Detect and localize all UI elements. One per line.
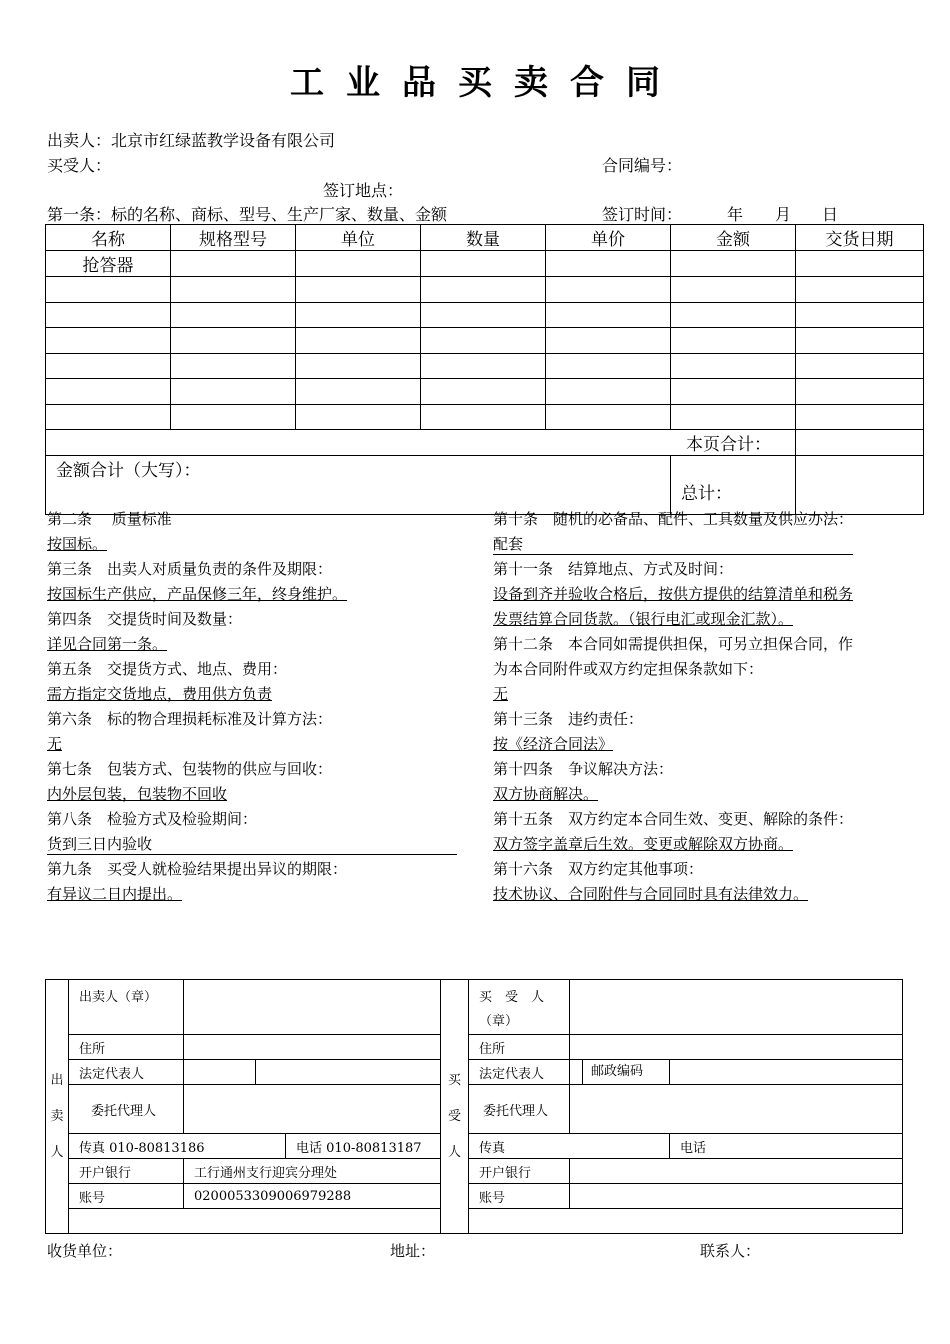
clause-6-label: 第六条 标的物合理损耗标准及计算方法：: [47, 710, 333, 728]
buyer-bank-label: 开户银行: [469, 1159, 570, 1184]
clause-5-label: 第五条 交提货方式、地点、费用：: [47, 660, 288, 678]
clause-12-label-cont: 为本合同附件或双方约定担保条款如下：: [493, 660, 764, 678]
buyer-legal-rep-label: 法定代表人: [469, 1060, 570, 1085]
items-header-row: [46, 225, 924, 251]
seller-legal-rep-label: 法定代表人: [69, 1060, 184, 1085]
seller-address-label: 住所: [69, 1035, 184, 1060]
table-row: [46, 328, 924, 354]
item-cell[interactable]: [46, 328, 171, 354]
clause-12-label: 第十二条 本合同如需提供担保，可另立担保合同，作: [493, 635, 854, 653]
page-title: 工业品买卖合同: [290, 63, 682, 103]
clause-9-value: 有异议二日内提出。: [47, 885, 183, 903]
col-header: 数量: [421, 225, 546, 251]
item-cell[interactable]: [171, 328, 296, 354]
item-cell[interactable]: [171, 302, 296, 328]
buyer-side-char: 人: [448, 1144, 462, 1160]
buyer-account-field[interactable]: [570, 1184, 903, 1209]
col-header: 金额: [671, 225, 796, 251]
amount-in-words-label: 金额合计（大写）：: [46, 456, 671, 515]
item-cell[interactable]: [296, 404, 421, 430]
item-cell[interactable]: [421, 353, 546, 379]
buyer-postal-code-label: [570, 1060, 670, 1085]
page-total-row: [46, 430, 924, 456]
item-cell[interactable]: 抢答器: [46, 251, 171, 277]
clauses-right: [493, 507, 853, 907]
clause-3-label: 第三条 出卖人对质量负责的条件及期限：: [47, 560, 333, 578]
buyer-seal-label: [469, 980, 570, 1035]
clause-15-label: 第十五条 双方约定本合同生效、变更、解除的条件：: [493, 810, 854, 828]
postal-code-text: 邮政编码: [582, 1060, 643, 1084]
grand-total-value[interactable]: [796, 456, 924, 515]
contract-number: 合同编号：: [602, 156, 683, 175]
clause-14-label: 第十四条 争议解决方法：: [493, 760, 674, 778]
item-cell[interactable]: [421, 277, 546, 303]
clause-16-value: 技术协议、合同附件与合同同时具有法律效力。: [493, 885, 809, 903]
item-cell[interactable]: [796, 379, 924, 405]
item-cell[interactable]: [796, 404, 924, 430]
clause-14-value: 双方协商解决。: [493, 785, 599, 803]
seller-name: 出卖人：北京市红绿蓝教学设备有限公司: [47, 131, 336, 150]
table-row: [46, 404, 924, 430]
page-total-value[interactable]: [796, 430, 924, 456]
item-cell[interactable]: [671, 302, 796, 328]
item-cell[interactable]: [546, 302, 671, 328]
item-cell[interactable]: [671, 404, 796, 430]
item-cell[interactable]: [296, 277, 421, 303]
buyer-blank-row[interactable]: [469, 1209, 903, 1234]
item-cell[interactable]: [171, 379, 296, 405]
item-cell[interactable]: [796, 353, 924, 379]
clause-13-label: 第十三条 违约责任：: [493, 710, 644, 728]
clause-11-value-cont: 发票结算合同货款。（银行电汇或现金汇款）。: [493, 610, 794, 628]
clause-3-value: 按国标生产供应，产品保修三年，终身维护。: [47, 585, 348, 603]
item-cell[interactable]: [421, 302, 546, 328]
sign-place: 签订地点：: [323, 181, 404, 200]
table-row: [46, 277, 924, 303]
item-cell[interactable]: [421, 379, 546, 405]
seller-side-label: [46, 980, 69, 1234]
item-cell[interactable]: [171, 404, 296, 430]
table-row: [46, 302, 924, 328]
buyer-agent-field[interactable]: [570, 1085, 903, 1134]
clause-13-value: 按《经济合同法》: [493, 735, 614, 753]
seller-seal-label: 出卖人（章）: [69, 980, 184, 1035]
item-cell[interactable]: [421, 404, 546, 430]
seller-side-char: 出: [50, 1072, 64, 1088]
buyer-seal-label-line: 买 受 人: [479, 990, 545, 1005]
item-cell[interactable]: [796, 328, 924, 354]
item-cell[interactable]: [546, 353, 671, 379]
grand-total-row: [46, 456, 924, 515]
item-cell[interactable]: [671, 277, 796, 303]
item-cell[interactable]: [671, 328, 796, 354]
items-table: [45, 224, 924, 515]
seller-side-char: 人: [50, 1144, 64, 1160]
buyer-postal-code-field[interactable]: [670, 1060, 903, 1085]
item-cell[interactable]: [296, 353, 421, 379]
buyer-account-label: 账号: [469, 1184, 570, 1209]
buyer-side-label: [441, 980, 469, 1234]
col-header: 规格型号: [171, 225, 296, 251]
col-header: 交货日期: [796, 225, 924, 251]
contact-label: 联系人：: [700, 1242, 761, 1260]
item-cell[interactable]: [796, 302, 924, 328]
item-cell[interactable]: [796, 251, 924, 277]
seller-bank-value: 工行通州支行迎宾分理处: [184, 1159, 441, 1184]
clause-6-value: 无: [47, 735, 63, 753]
item-cell[interactable]: [671, 251, 796, 277]
clause-11-value: 设备到齐并验收合格后，按供方提供的结算清单和税务: [493, 585, 854, 603]
table-row: [46, 379, 924, 405]
clause-4-label: 第四条 交提货时间及数量：: [47, 610, 243, 628]
seller-account-label: 账号: [69, 1184, 184, 1209]
item-cell[interactable]: [546, 277, 671, 303]
item-cell[interactable]: [46, 302, 171, 328]
clause-8-label: 第八条 检验方式及检验期间：: [47, 810, 258, 828]
seller-side-char: 卖: [50, 1108, 64, 1124]
item-cell[interactable]: [546, 379, 671, 405]
clause-2-label: 第二条 质量标准: [47, 510, 172, 528]
item-cell[interactable]: [296, 251, 421, 277]
col-header: 单位: [296, 225, 421, 251]
sign-day: 日: [822, 205, 839, 224]
seller-fax: 传真 010-80813186: [69, 1134, 286, 1159]
sign-month: 月: [775, 205, 792, 224]
item-cell[interactable]: [296, 328, 421, 354]
clauses-left: [47, 507, 457, 907]
item-cell[interactable]: [171, 277, 296, 303]
item-cell[interactable]: [296, 379, 421, 405]
seller-address-field[interactable]: [184, 1035, 441, 1060]
seller-agent-label: 委托代理人: [69, 1085, 184, 1134]
seller-phone: 电话 010-80813187: [286, 1134, 441, 1159]
clause-7-label: 第七条 包装方式、包装物的供应与回收：: [47, 760, 333, 778]
item-cell[interactable]: [46, 404, 171, 430]
buyer-bank-field[interactable]: [570, 1159, 903, 1184]
buyer-seal-label-line: （章）: [479, 1014, 519, 1029]
clause-11-label: 第十一条 结算地点、方式及时间：: [493, 560, 734, 578]
item-cell[interactable]: [546, 251, 671, 277]
sign-year: 年: [727, 205, 744, 224]
item-cell[interactable]: [296, 302, 421, 328]
page-total-label: 本页合计：: [46, 430, 796, 456]
receiver-address-label: 地址：: [390, 1242, 436, 1260]
item-cell[interactable]: [546, 404, 671, 430]
buyer-fax-label: 传真: [469, 1134, 670, 1159]
col-header: 名称: [46, 225, 171, 251]
seller-bank-label: 开户银行: [69, 1159, 184, 1184]
article-1-heading: 第一条：标的名称、商标、型号、生产厂家、数量、金额: [47, 205, 448, 224]
seller-account-value: 0200053309006979288: [184, 1184, 441, 1209]
buyer-agent-label: 委托代理人: [469, 1085, 570, 1134]
clause-10-value: 配套: [493, 534, 853, 555]
clause-7-value: 内外层包装，包装物不回收: [47, 785, 228, 803]
table-row: [46, 353, 924, 379]
seller-legal-rep-field[interactable]: [184, 1060, 256, 1085]
seller-legal-rep-extra[interactable]: [256, 1060, 441, 1085]
buyer-name: 买受人：: [47, 156, 112, 175]
item-cell[interactable]: [671, 353, 796, 379]
item-cell[interactable]: [171, 251, 296, 277]
seller-agent-field[interactable]: [184, 1085, 441, 1134]
item-cell[interactable]: [796, 277, 924, 303]
buyer-side-char: 买: [448, 1072, 462, 1088]
col-header: 单价: [546, 225, 671, 251]
clause-4-value: 详见合同第一条。: [47, 635, 168, 653]
grand-total-label: 总计：: [671, 456, 796, 515]
item-cell[interactable]: [171, 353, 296, 379]
buyer-address-field[interactable]: [570, 1035, 903, 1060]
clause-2-value: 按国标。: [47, 535, 108, 553]
item-cell[interactable]: [671, 379, 796, 405]
item-cell[interactable]: [421, 328, 546, 354]
seller-blank-row[interactable]: [69, 1209, 441, 1234]
clause-15-value: 双方签字盖章后生效。变更或解除双方协商。: [493, 835, 794, 853]
buyer-side-char: 受: [448, 1108, 462, 1124]
clause-10-label: 第十条 随机的必备品、配件、工具数量及供应办法：: [493, 510, 854, 528]
item-cell[interactable]: [46, 353, 171, 379]
clause-5-value: 需方指定交货地点，费用供方负责: [47, 685, 273, 703]
buyer-phone-label: 电话: [670, 1134, 903, 1159]
sign-time: 签订时间：: [602, 205, 683, 224]
clause-9-label: 第九条 买受人就检验结果提出异议的期限：: [47, 860, 348, 878]
parties-table: [45, 979, 903, 1234]
item-cell[interactable]: [421, 251, 546, 277]
clause-16-label: 第十六条 双方约定其他事项：: [493, 860, 704, 878]
receiver-label: 收货单位：: [47, 1242, 123, 1260]
seller-seal-field[interactable]: [184, 980, 441, 1035]
buyer-seal-field[interactable]: [570, 980, 903, 1035]
item-cell[interactable]: [46, 277, 171, 303]
clause-12-value: 无: [493, 685, 509, 703]
clause-8-value: 货到三日内验收: [47, 834, 457, 855]
item-cell[interactable]: [546, 328, 671, 354]
buyer-address-label: 住所: [469, 1035, 570, 1060]
item-cell[interactable]: [46, 379, 171, 405]
table-row: [46, 251, 924, 277]
